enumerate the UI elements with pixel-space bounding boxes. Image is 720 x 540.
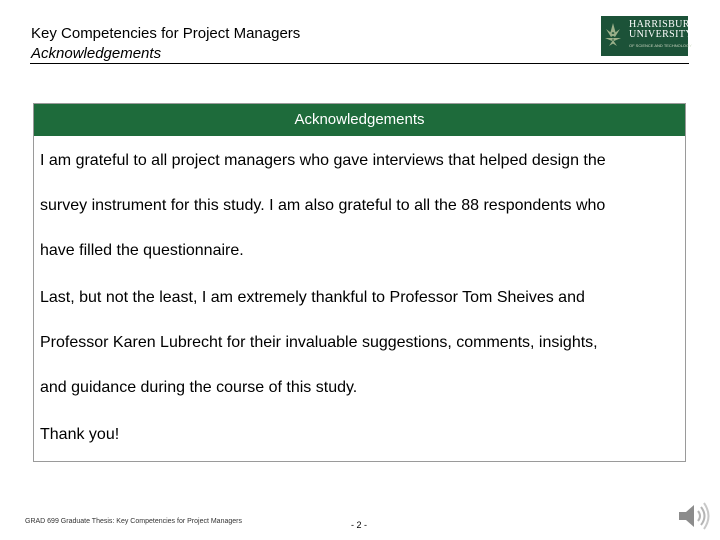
slide-subtitle: Acknowledgements: [31, 45, 162, 62]
text-line: Professor Karen Lubrecht for their invaluable suggestions, comments, insights,: [40, 334, 598, 351]
panel-header: [34, 104, 685, 136]
logo-tagline: OF SCIENCE AND TECHNOLOGY: [629, 43, 692, 48]
page-number: - 2 -: [351, 520, 368, 530]
closing-line: [40, 424, 680, 445]
paragraph-thanks-professors: [40, 287, 680, 398]
footer-course-title: GRAD 699 Graduate Thesis: Key Competencies for Project Managers: [25, 518, 242, 525]
paragraph-gratitude: [40, 150, 680, 261]
logo-wordmark-line2: UNIVERSITY: [629, 29, 693, 40]
text-line: have filled the questionnaire.: [40, 242, 244, 259]
thank-you-text: Thank you!: [40, 426, 120, 443]
speaker-icon[interactable]: [676, 498, 712, 534]
slide-title: Key Competencies for Project Managers: [31, 25, 301, 42]
logo-wordmark-line1: HARRISBURG: [629, 19, 698, 30]
text-line: Last, but not the least, I am extremely thankful to Professor Tom Sheives and: [40, 289, 585, 306]
acknowledgements-panel: [33, 103, 686, 462]
header-divider: [30, 63, 689, 64]
panel-body: [40, 150, 680, 445]
university-logo: [601, 16, 698, 56]
text-line: I am grateful to all project managers who gave interviews that helped design the: [40, 152, 606, 169]
text-line: survey instrument for this study. I am also grateful to all the 88 respondents who: [40, 197, 606, 214]
text-line: and guidance during the course of this study.: [40, 379, 358, 396]
panel-title: Acknowledgements: [294, 111, 425, 128]
